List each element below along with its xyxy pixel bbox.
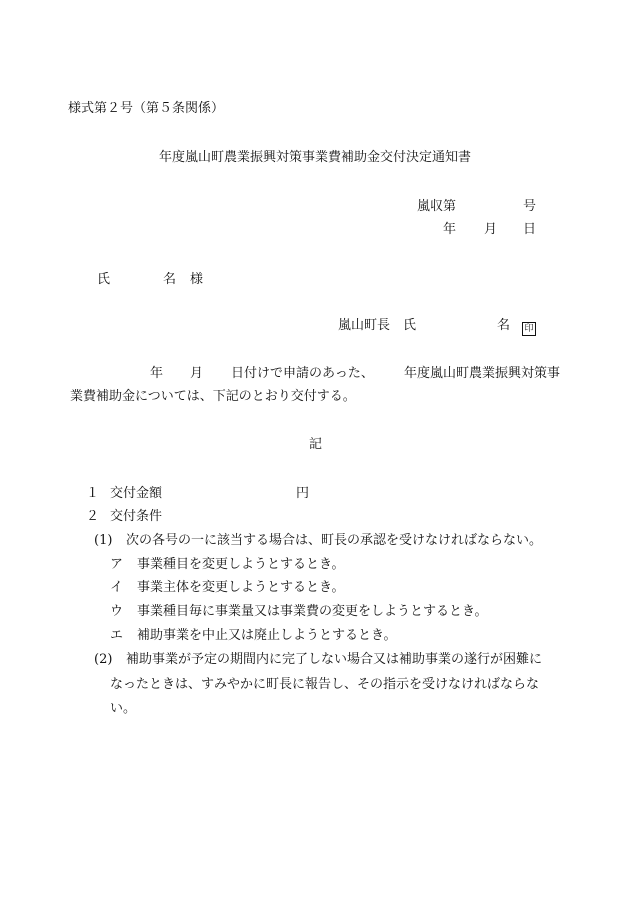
sender-uji: 氏 — [403, 318, 417, 333]
date-month: 月 — [484, 222, 498, 237]
sub-item-a-mark: ア — [110, 557, 124, 572]
condition-2-line-1: 補助事業が予定の期間内に完了しない場合又は補助事業の遂行が困難に — [126, 652, 543, 667]
recipient-uji: 氏 — [97, 272, 111, 287]
condition-2-line-3: い。 — [110, 701, 137, 716]
sub-item-u-text: 事業種目毎に事業量又は事業費の変更をしようとするとき。 — [137, 604, 488, 619]
recipient-honorific: 様 — [190, 272, 204, 287]
sub-item-e-mark: エ — [110, 628, 124, 643]
sub-item-e-text: 補助事業を中止又は廃止しようとするとき。 — [137, 628, 397, 643]
sub-item-a-text: 事業種目を変更しようとするとき。 — [137, 557, 345, 572]
form-number: 様式第２号（第５条関係） — [68, 101, 225, 116]
date-year: 年 — [443, 222, 457, 237]
sub-item-i-mark: イ — [110, 580, 124, 595]
body-month: 月 — [190, 366, 204, 381]
body-date-suffix: 日付けで申請のあった、 — [231, 366, 374, 381]
body-year: 年 — [150, 366, 164, 381]
doc-number-prefix: 嵐収第 — [417, 199, 457, 214]
item-1-unit: 円 — [296, 486, 310, 501]
seal-mark: 印 — [522, 322, 536, 336]
recipient-na: 名 — [163, 272, 177, 287]
condition-2-number: (2) — [94, 652, 113, 667]
sub-item-u-mark: ウ — [110, 604, 124, 619]
official-seal — [522, 318, 536, 336]
item-1-label: 交付金額 — [110, 486, 163, 501]
item-2-number: ２ — [86, 509, 100, 524]
item-2-label: 交付条件 — [110, 509, 163, 524]
date-day: 日 — [523, 222, 537, 237]
body-program: 年度嵐山町農業振興対策事 — [404, 366, 561, 381]
item-1-number: １ — [86, 486, 100, 501]
sub-item-i-text: 事業主体を変更しようとするとき。 — [137, 580, 345, 595]
condition-2-line-2: なったときは、すみやかに町長に報告し、その指示を受けなければならな — [110, 677, 540, 692]
condition-1-number: (1) — [94, 533, 113, 548]
document-title: 年度嵐山町農業振興対策事業費補助金交付決定通知書 — [159, 150, 472, 165]
doc-number-suffix: 号 — [523, 199, 537, 214]
condition-1-text: 次の各号の一に該当する場合は、町長の承認を受けなければならない。 — [126, 533, 543, 548]
ki-heading: 記 — [309, 437, 323, 452]
sender-na: 名 — [497, 318, 511, 333]
body-line-2: 業費補助金については、下記のとおり交付する。 — [70, 389, 356, 404]
sender-title: 嵐山町長 — [338, 318, 391, 333]
